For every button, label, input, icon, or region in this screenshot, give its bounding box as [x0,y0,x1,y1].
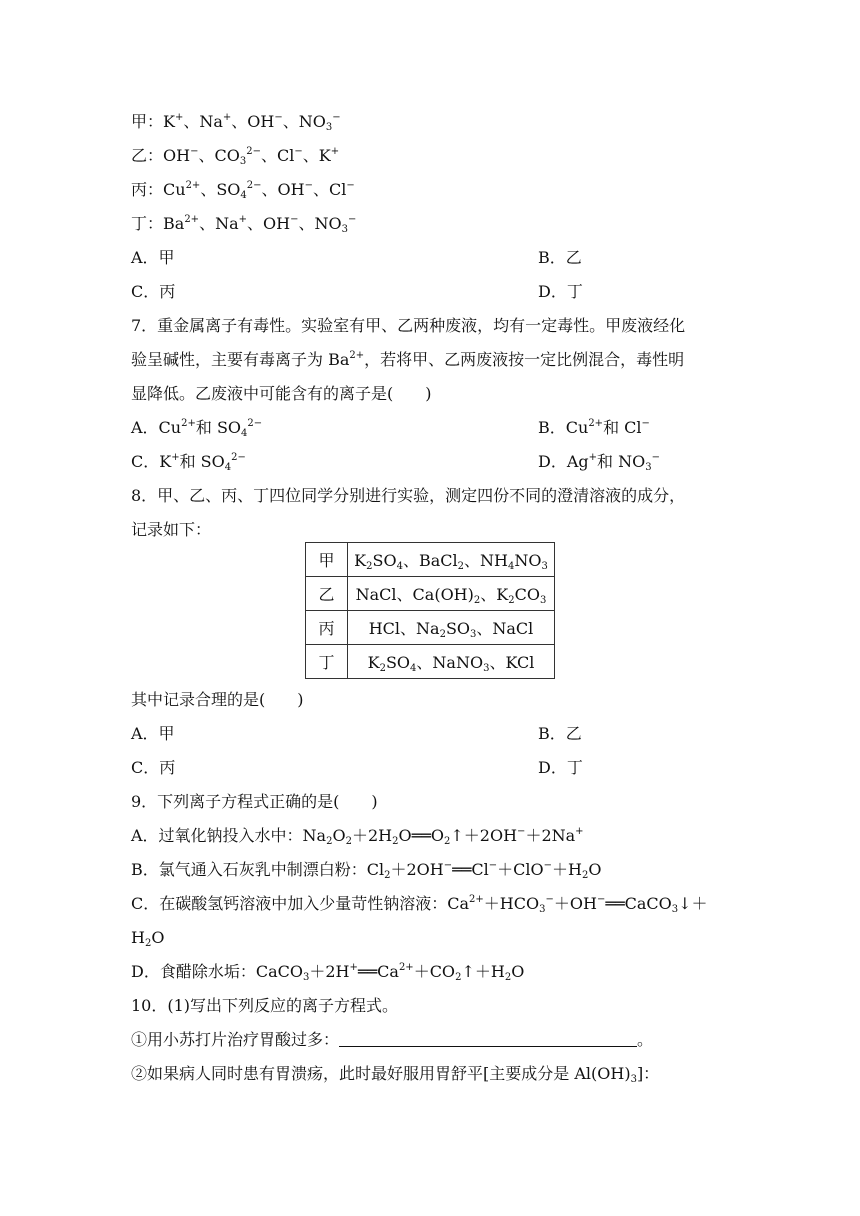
table-row [306,577,555,611]
q8-question: 其中记录合理的是( ) [131,690,304,709]
q8-options-row1 [131,724,582,744]
q7-options-row1 [131,418,650,439]
ion-list-ding: 丁：$Ba^{2+}$、Na+、OH−、$NO_3^-$ [131,214,357,235]
row-label: 甲 [306,543,348,577]
row-value: $K_2SO_4$、BaCl$_2$、$NH_4NO_3$ [348,543,555,577]
q7-option-a[interactable]: A．$Cu^{2+}$和 $SO_4^{2-}$ [131,418,263,439]
q9-option-b[interactable]: B．氯气通入石灰乳中制漂白粉：$Cl_2+2OH^-══Cl^-+ClO^-+H_2O$ [131,860,602,881]
q7-stem-line2: 验呈碱性，主要有毒离子为 $Ba^{2+}$，若将甲、乙两废液按一定比例混合，毒性明 [131,350,685,369]
q10-stem: 10．(1)写出下列反应的离子方程式。 [131,996,399,1015]
row-value: HCl、$Na_2SO_3$、NaCl [348,611,555,645]
row-label: 丁 [306,645,348,679]
ion-list-bing: 丙：$Cu^{2+}$、$SO_4^{2-}$、OH−、Cl− [131,180,355,201]
ion-list-jia: 甲：K+、Na+、OH−、$NO_3^-$ [131,112,341,133]
row-value: NaCl、$Ca(OH)_2$、$K_2CO_3$ [348,577,555,611]
q7-option-b[interactable]: B．$Cu^{2+}$和 Cl− [538,418,650,437]
q7-stem-line3: 显降低。乙废液中可能含有的离子是( ) [131,384,432,403]
q7-option-c[interactable]: C．K+和 $SO_4^{2-}$ [131,452,246,473]
q9-stem: 9．下列离子方程式正确的是( ) [131,792,378,811]
solution-record-table [305,542,555,679]
q6-option-b[interactable]: B．乙 [538,248,582,267]
table-row [306,543,555,577]
q6-options-row2 [131,282,583,302]
q9-option-c[interactable]: C．在碳酸氢钙溶液中加入少量苛性钠溶液：$Ca^{2+}+HCO_3^-+OH^-══CaCO_3↓+$ [131,894,708,915]
q7-option-d[interactable]: D．Ag+和 $NO_3^-$ [538,452,661,473]
q8-option-a[interactable]: A．甲 [131,724,175,743]
q8-option-c[interactable]: C．丙 [131,758,176,777]
answer-blank[interactable] [339,1030,637,1047]
q6-option-a[interactable]: A．甲 [131,248,175,267]
q8-option-d[interactable]: D．丁 [538,758,583,777]
q6-option-c[interactable]: C．丙 [131,282,176,301]
q9-option-a[interactable]: A．过氧化钠投入水中：$Na_2O_2+2H_2O══O_2↑+2OH^-+2Na^+$ [131,826,584,847]
row-label: 乙 [306,577,348,611]
q10-item1: ①用小苏打片治疗胃酸过多： 。 [131,1030,654,1049]
q8-stem-line1: 8．甲、乙、丙、丁四位同学分别进行实验，测定四份不同的澄清溶液的成分， [131,486,686,505]
row-label: 丙 [306,611,348,645]
q8-options-row2 [131,758,583,778]
q6-option-d[interactable]: D．丁 [538,282,583,301]
ion-list-yi: 乙：OH−、$CO_3^{2-}$、Cl−、K+ [131,146,340,167]
table-row [306,645,555,679]
q10-item2: ②如果病人同时患有胃溃疡，此时最好服用胃舒平[主要成分是 $Al(OH)_3$]： [131,1064,660,1085]
q7-options-row2 [131,452,661,473]
q8-option-b[interactable]: B．乙 [538,724,582,743]
q9-option-c-cont: $H_2O$ [131,928,165,949]
q7-stem-line1: 7．重金属离子有毒性。实验室有甲、乙两种废液，均有一定毒性。甲废液经化 [131,316,686,335]
row-value: $K_2SO_4$、NaNO$_3$、KCl [348,645,555,679]
q9-option-d[interactable]: D．食醋除水垢：$CaCO_3+2H^+══Ca^{2+}+CO_2↑+H_2O$ [131,962,525,983]
q8-stem-line2: 记录如下： [131,520,212,539]
table-row [306,611,555,645]
q6-options-row1 [131,248,582,268]
